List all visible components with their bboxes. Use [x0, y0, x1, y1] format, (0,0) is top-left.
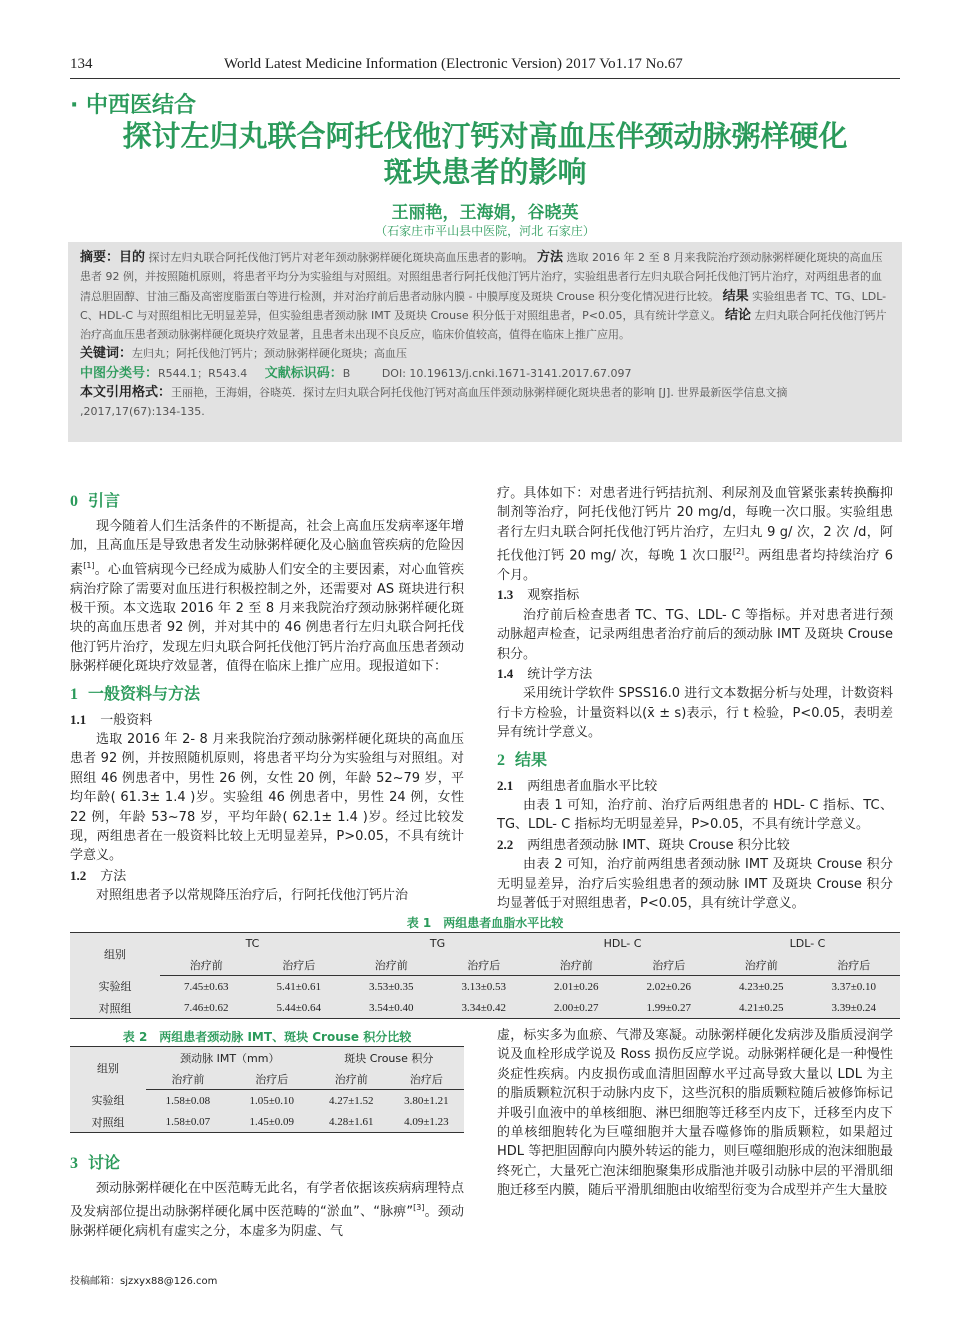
group-cell: 实验组 [98, 980, 132, 994]
table-row [70, 1111, 464, 1133]
clc-label: 中图分类号： [80, 365, 159, 381]
method-continued [497, 484, 893, 585]
table-1-caption: 表 1 两组患者血脂水平比较 [406, 916, 564, 930]
authors: 王丽艳，王海娟，谷晓英 [391, 203, 579, 223]
value-cell: 7.45±0.63 [183, 980, 229, 993]
value-cell: 3.13±0.53 [461, 980, 507, 993]
sub-header: 治疗前 [314, 1068, 389, 1090]
sub-header: 治疗后 [253, 954, 346, 976]
discussion-text: 颈动脉粥样硬化在中医范畴无此名，有学者依据该疾病病理特点及发病部位提出动脉粥样硬化属中医范畴的“淤血”、“脉痹” [70, 1181, 464, 1220]
section-title: 引言 [88, 491, 121, 510]
subsection-title: 方法 [100, 868, 127, 884]
section-1-2-heading [70, 866, 464, 886]
discussion-text-2: 。颈动脉粥样硬化病机有虚实之分，本虚多为阴虚、气 [70, 1204, 464, 1240]
metric-header: TC [160, 933, 345, 955]
citation-text: 王丽艳，王海娟，谷晓英．探讨左归丸联合阿托伐他汀钙对高血压伴颈动脉粥样硬化斑块患者的影响 [J]. 世界最新医学信息文摘 ,2017,17(67):134-135. [80, 386, 788, 419]
keywords [80, 344, 890, 363]
metric-header: 斑块 Crouse 积分 [314, 1047, 464, 1069]
value-cell: 3.39±0.24 [808, 997, 901, 1019]
citation [80, 383, 890, 422]
metric-header: LDL- C [715, 933, 900, 955]
section-0-heading [70, 490, 464, 513]
value-cell: 5.44±0.64 [253, 997, 346, 1019]
page-number: 134 [70, 56, 93, 72]
subsection-title: 两组患者颈动脉 IMT、斑块 Crouse 积分比较 [527, 837, 790, 853]
sub-header: 治疗前 [160, 954, 253, 976]
subsection-title: 两组患者血脂水平比较 [527, 778, 658, 794]
section-num: 0 [70, 493, 78, 510]
metric-header: HDL- C [530, 933, 715, 955]
value-cell: 2.00±0.27 [530, 997, 623, 1019]
subsection-num: 1.2 [70, 867, 87, 883]
ref-2: [2] [732, 547, 745, 557]
method-text: 选取 2016 年 2 至 8 月来我院治疗颈动脉粥样硬化斑块的高血压患者 92 例，并按照随机原则，将患者平均分为实验组与对照组。对照组患者行阿托伐他汀钙片治疗，实验组患者行左归丸联合阿托伐他汀钙片治疗，对两组患者的血清总胆固醇、甘油三酯及高密度脂蛋白等进行检测，并对治疗前后患者动脉内膜 - 中膜厚度及斑块 Crouse 积分变化情况进行比较。 [80, 251, 883, 303]
subsection-title: 统计学方法 [527, 666, 593, 682]
table-row [70, 997, 900, 1019]
value-cell: 1.45±0.09 [230, 1111, 314, 1133]
left-column-lower [70, 1146, 464, 1242]
subsection-num: 2.2 [497, 836, 514, 852]
value-cell: 4.28±1.61 [314, 1111, 389, 1133]
discussion-paragraph [70, 1179, 464, 1242]
group-header: 组别 [70, 1047, 146, 1090]
method-paragraph: 对照组患者予以常规降压治疗后，行阿托伐他汀钙片治 [96, 888, 409, 904]
value-cell: 1.58±0.07 [146, 1111, 230, 1133]
abstract-body [80, 248, 890, 344]
clc-value: R544.1；R543.4 [158, 366, 248, 380]
value-cell: 7.46±0.62 [160, 997, 253, 1019]
objective-text: 探讨左归丸联合阿托伐他汀钙片对老年颈动脉粥样硬化斑块高血压患者的影响。 [148, 251, 534, 264]
method-label: 方法 [537, 250, 564, 265]
left-column-upper [70, 484, 464, 906]
value-cell: 1.99±0.27 [623, 997, 716, 1019]
article-title [60, 118, 910, 190]
metric-header: TG [345, 933, 530, 955]
doccode-label: 文献标识码： [264, 365, 343, 381]
objective-label: 目的 [119, 250, 146, 265]
value-cell: 3.53±0.35 [368, 980, 414, 993]
conclusion-label: 结论 [724, 307, 751, 323]
section-1-1-heading [70, 710, 464, 730]
title-line-1: 探讨左归丸联合阿托伐他汀钙对高血压伴颈动脉粥样硬化 [122, 119, 848, 153]
value-cell: 2.01±0.26 [553, 980, 599, 993]
value-cell: 3.80±1.21 [404, 1094, 449, 1107]
general-data-paragraph: 选取 2016 年 2- 8 月来我院治疗颈动脉粥样硬化斑块的高血压患者 92 例，并按照随机原则，将患者平均分为实验组与对照组。对照组 46 例患者中，男性 26 例，女性 20 例，年龄 52~79 岁，平均年龄( 61.3± 1.4 )岁。实验组 46 例患者中，男性 24 例，女性 22 例，年龄 53~78 岁，平均年龄( 62.1± 1.4 )岁。经过比较发现，两组患者在一般资料比较上无明显差异，P>0.05，不具有统计学意义。 [70, 731, 464, 864]
group-header: 组别 [70, 933, 160, 976]
value-cell: 4.21±0.25 [715, 997, 808, 1019]
doi: DOI: 10.19613/j.cnki.1671-3141.2017.67.097 [381, 366, 632, 380]
section-tag: · 中西医结合 [70, 93, 197, 118]
submission-email: 投稿邮箱：sjzxyx88@126.com [70, 1276, 218, 1287]
section-title: 结果 [515, 749, 548, 769]
sub-header: 治疗后 [230, 1068, 314, 1090]
sub-header: 治疗前 [530, 954, 623, 976]
ref-3: [3] [413, 1203, 425, 1213]
group-cell: 对照组 [70, 1111, 146, 1133]
value-cell: 3.34±0.42 [438, 997, 531, 1019]
ref-1: [1] [83, 560, 95, 570]
section-num: 2 [497, 751, 505, 769]
section-1-3-heading [497, 585, 893, 605]
sub-header: 治疗后 [808, 954, 901, 976]
subsection-title: 一般资料 [100, 712, 153, 728]
statistics-paragraph: 采用统计学软件 SPSS16.0 进行文本数据分析与处理，计数资料行卡方检验，计量资料以(x̄ ± s)表示，行 t 检验，P<0.05，表明差异有统计学意义。 [497, 686, 893, 741]
lipid-result-paragraph: 由表 1 可知，治疗前、治疗后两组患者的 HDL- C 指标、TC、TG、LDL- C 指标均无明显差异，P>0.05，不具有统计学意义。 [497, 798, 893, 833]
sub-header: 治疗前 [345, 954, 438, 976]
value-cell: 5.41±0.61 [276, 980, 322, 993]
section-1-4-heading [497, 664, 893, 684]
sub-header: 治疗前 [146, 1068, 230, 1090]
keywords-label: 关键词： [80, 346, 133, 362]
sub-header: 治疗前 [715, 954, 808, 976]
table-row [70, 1090, 464, 1112]
subsection-num: 1.4 [497, 665, 514, 681]
keywords-text: 左归丸；阿托伐他汀钙片；颈动脉粥样硬化斑块；高血压 [132, 347, 408, 361]
method-cont-text: 疗。具体如下：对患者进行钙拮抗剂、利尿剂及血管紧张素转换酶抑制剂等治疗，阿托伐他汀钙片 20 mg/d，每晚一次口服。实验组患者行左归丸联合阿托伐他汀钙片治疗，左归丸 9 g/ 次，2 次 /d，阿托伐他汀钙 20 mg/ 次，每晚 1 次口服 [497, 486, 893, 564]
journal-name: World Latest Medicine Information (Electronic Version) 2017 Vo1.17 No.67 [224, 56, 683, 72]
abstract-box [68, 242, 902, 442]
sub-header: 治疗后 [623, 954, 716, 976]
section-title: 一般资料与方法 [88, 683, 201, 703]
intro-text-2: 。心血管病现今已经成为威胁人们安全的主要因素，对心血管疾病治疗除了需要对血压进行积极控制之外，还需要对 AS 斑块进行积极干预。本文选取 2016 年 2 至 8 月来我院治疗颈动脉粥样硬化斑块的高血压患者 92 例，并对其中的 46 例患者行左归丸联合阿托伐他汀钙片治疗，发现左归丸联合阿托伐他汀钙片治疗高血压患者颈动脉粥样硬化斑块疗效显著，值得在临床上推广应用。现报道如下： [70, 562, 464, 675]
right-column-upper [497, 484, 893, 913]
doccode-value: B [342, 366, 351, 380]
intro-text: 现今随着人们生活条件的不断提高，社会上高血压发病率逐年增加，且高血压是导致患者发生动脉粥样硬化及心脑血管疾病的危险因素 [70, 519, 464, 578]
table-row [70, 976, 900, 998]
table-2 [70, 1046, 464, 1133]
subsection-num: 1.3 [497, 587, 514, 603]
result-text: 实验组患者 TC、TG、LDL-C、HDL-C 与对照组相比无明显差异，但实验组患者颈动脉 IMT 及斑块 Crouse 积分低于对照组患者，P<0.05，具有统计学意义。 [80, 289, 887, 322]
value-cell: 4.27±1.52 [328, 1094, 374, 1107]
table-2-caption: 表 2 两组患者颈动脉 IMT、斑块 Crouse 积分比较 [122, 1030, 412, 1044]
title-line-2: 斑块患者的影响 [383, 155, 587, 189]
affiliation: （石家庄市平山县中医院，河北 石家庄） [375, 224, 595, 238]
classification-line [80, 364, 890, 383]
right-column-lower [497, 1026, 893, 1201]
discussion-continued: 虚，标实多为血瘀、气滞及寒凝。动脉粥样硬化发病涉及脂质浸润学说及血栓形成学说及 Ross 损伤反应学说。动脉粥样硬化是一种慢性炎症性疾病。内皮损伤或血清胆固醇水平过高导致大量以 LDL 为主的脂质颗粒沉积于动脉内皮下，这些沉积的脂质颗粒随后被修饰标记并吸引血液中的单核细胞、淋巴细胞等迁移至内皮下，迁移至内皮下的单核细胞转化为巨噬细胞并大量吞噬修饰的脂质颗粒，如果超过 HDL 等把胆固醇向内膜外转运的能力，则巨噬细胞形成的泡沫细胞最终死亡，大量死亡泡沫细胞聚集形成脂池并吸引动脉中层的平滑肌细胞迁移至内膜，随后平滑肌细胞由收缩型衍变为合成型并产生大量胶 [497, 1028, 893, 1199]
intro-paragraph [70, 517, 464, 677]
section-num: 3 [70, 1155, 78, 1172]
section-num: 1 [70, 685, 78, 703]
value-cell: 4.23±0.25 [738, 980, 784, 993]
metric-header: 颈动脉 IMT（mm） [146, 1047, 314, 1069]
group-cell: 实验组 [91, 1094, 125, 1108]
imt-result-paragraph: 由表 2 可知，治疗前两组患者颈动脉 IMT 及斑块 Crouse 积分无明显差异，治疗后实验组患者的颈动脉 IMT 及斑块 Crouse 积分均显著低于对照组患者，P<0.05，具有统计学意义。 [497, 857, 893, 912]
conclusion-text: 左归丸联合阿托伐他汀钙片治疗高血压患者颈动脉粥样硬化斑块疗效显著，且患者未出现不良反应，临床价值较高，值得在临床上推广应用。 [80, 308, 887, 342]
value-cell: 1.05±0.10 [249, 1094, 294, 1107]
value-cell: 3.54±0.40 [345, 997, 438, 1019]
value-cell: 2.02±0.26 [646, 980, 692, 993]
section-2-heading [497, 749, 893, 772]
running-header [70, 50, 900, 79]
table-1 [70, 932, 900, 1019]
result-label: 结果 [722, 288, 749, 304]
abstract-label: 摘要： [80, 250, 120, 265]
sub-header: 治疗后 [438, 954, 531, 976]
section-1-heading [70, 683, 464, 706]
method-cont-text-2: 。两组患者均持续治疗 6 个月。 [497, 548, 893, 583]
subsection-title: 观察指标 [527, 588, 580, 604]
section-2-2-heading [497, 835, 893, 855]
subsection-num: 1.1 [70, 711, 87, 727]
sub-header: 治疗后 [389, 1068, 464, 1090]
subsection-num: 2.1 [497, 777, 514, 793]
value-cell: 4.09±1.23 [389, 1111, 464, 1133]
group-cell: 对照组 [70, 997, 160, 1019]
observation-paragraph: 治疗前后检查患者 TC、TG、LDL- C 等指标。并对患者进行颈动脉超声检查，记录两组患者治疗前后的颈动脉 IMT 及斑块 Crouse 积分。 [497, 607, 893, 662]
section-3-heading [70, 1152, 464, 1175]
section-title: 讨论 [88, 1153, 121, 1172]
value-cell: 1.58±0.08 [165, 1094, 211, 1107]
value-cell: 3.37±0.10 [831, 980, 877, 993]
section-2-1-heading [497, 776, 893, 796]
citation-label: 本文引用格式： [80, 385, 172, 401]
